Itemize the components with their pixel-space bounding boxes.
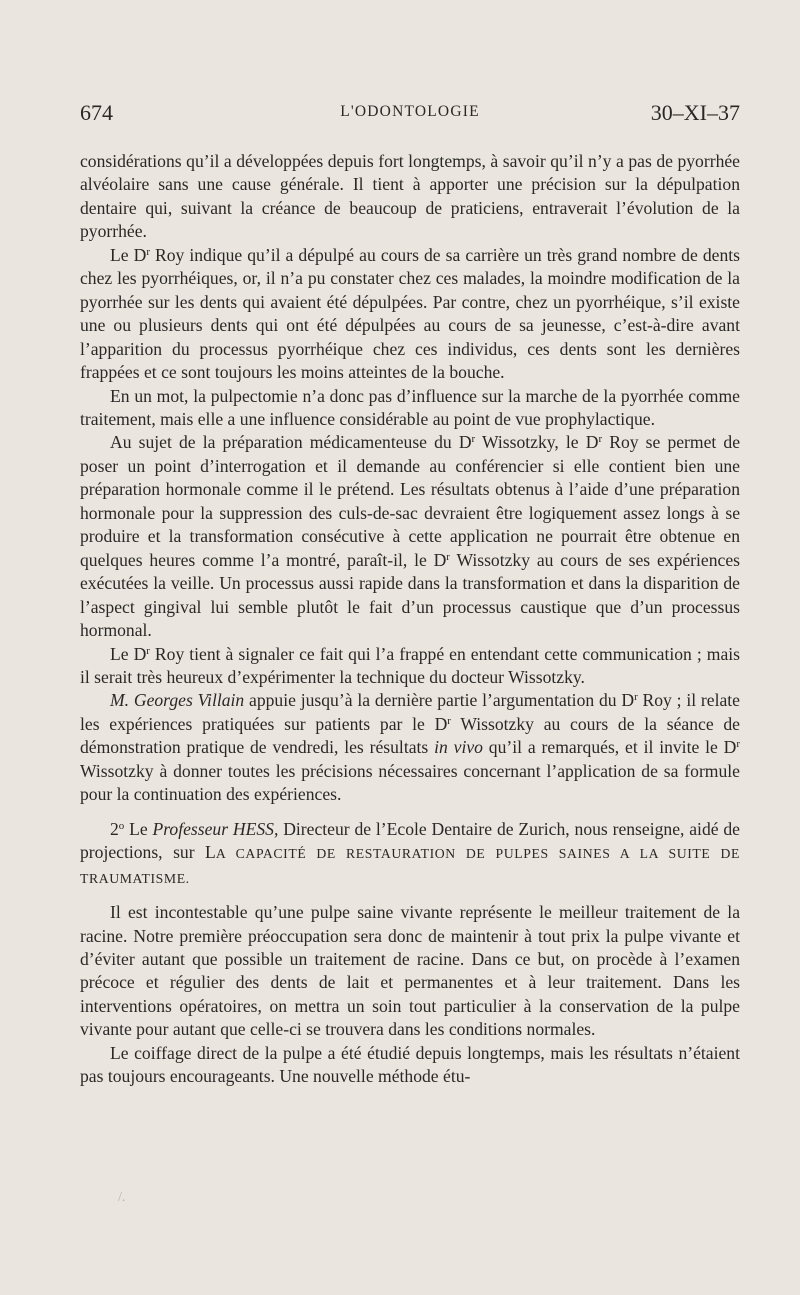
superscript: r [598, 433, 603, 446]
text-run: 2 [110, 818, 119, 839]
text-run: Il est incontestable qu’une pulpe saine vivante représente le meilleur traitement de la racine. Notre première préoccupation sera donc de maintenir à tout prix la pulpe vivante et d’éviter autant que possible un traitement de racine. Dans ce but, on procède à l’examen précoce et régulier des dents de lait et permanentes et à leur traitement. Dans les interventions opératoires, on mettra un soin tout particulier à la conservation de la pulpe vivante pour autant que celle-ci se trouvera dans les conditions normales. [80, 902, 740, 1040]
text-run: Roy se permet de poser un point d’interrogation et il demande au conférencier si elle contient bien une préparation hormonale comme il le prétend. Les résultats obtenus à l’aide d’une préparation hormonale pour la suppression des culs-de-sac devraient être logiquement assez longs à se produire et la transformation consécutive à cette application ne pourrait être obtenue en quelques heures comme l’a montré, paraît-il, le D [80, 432, 741, 570]
paragraph [80, 689, 740, 806]
paragraph [80, 818, 740, 890]
text-run: Wissotzky au cours de la séance de démonstration pratique de vendredi, les résultats [80, 713, 740, 758]
text-run: qu’il a remarqués, et il invite le D [482, 737, 737, 758]
page-number: 674 [80, 100, 113, 125]
superscript: r [634, 691, 638, 704]
superscript: o [118, 819, 125, 832]
paragraph [80, 643, 740, 690]
text-run: Roy ; il relate les expériences pratiquées sur patients par le D [80, 690, 740, 734]
text-run: Le D [110, 643, 147, 664]
superscript: r [736, 738, 740, 751]
italic-text: M. Georges Villain [110, 690, 245, 711]
body-text [80, 150, 740, 1089]
stray-mark: /. [118, 1190, 126, 1205]
paragraph [80, 385, 740, 432]
text-run: Wissotzky à donner toutes les précisions nécessaires concernant l’application de sa formule pour la continuation des expériences. [80, 760, 740, 805]
text-run: Directeur de l’Ecole Dentaire de Zurich, nous renseigne, aidé de projections, sur L [80, 818, 740, 863]
superscript: r [146, 644, 150, 657]
superscript: r [471, 433, 476, 446]
paragraph [80, 244, 740, 385]
running-title: L'ODONTOLOGIE [340, 103, 480, 120]
small-caps-text: A CAPACITÉ DE RESTAURATION DE PULPES SAINES A LA SUITE DE TRAUMATISME. [80, 846, 740, 886]
paragraph [80, 901, 740, 1042]
running-header [80, 100, 740, 130]
text-run: Wissotzky, le D [475, 432, 599, 453]
text-run: Le [124, 818, 153, 839]
text-run: Le D [110, 244, 147, 265]
italic-text: in vivo [434, 737, 483, 758]
superscript: r [146, 245, 150, 258]
text-run: En un mot, la pulpectomie n’a donc pas d’influence sur la marche de la pyorrhée comme traitement, mais elle a une influence considérable au point de vue prophylactique. [80, 385, 740, 429]
paragraph [80, 431, 740, 642]
text-run: Le coiffage direct de la pulpe a été étudié depuis longtemps, mais les résultats n’étaient pas toujours encourageants. Une nouvelle méthode étu- [80, 1042, 740, 1087]
superscript: r [446, 550, 450, 563]
text-run: Au sujet de la préparation médicamenteuse du D [110, 432, 472, 453]
text-run: appuie jusqu’à la dernière partie l’argumentation du D [244, 690, 635, 711]
text-run: Roy indique qu’il a dépulpé au cours de sa carrière un très grand nombre de dents chez les pyorrhéiques, or, il n’a pu constater chez ces malades, la moindre modification de la pyorrhée sur les dents qui avaient été dépulpées. Par contre, chez un pyorrhéique, s’il existe une ou plusieurs dents qui ont été dépulpées au cours de sa jeunesse, c’est-à-dire avant l’apparition du processus pyorrhéique chez ces individus, ces dents sont les dernières frappées et ce sont toujours les moins atteintes de la bouche. [80, 244, 740, 383]
text-run: considérations qu’il a développées depuis fort longtemps, à savoir qu’il n’y a pas de pyorrhée alvéolaire sans une cause générale. Il tient à apporter une précision sur la dépulpation dentaire qui, suivant la créance de beaucoup de praticiens, entraverait l’évolution de la pyorrhée. [80, 151, 740, 242]
paragraph [80, 1042, 740, 1089]
paragraph [80, 150, 740, 244]
superscript: r [447, 714, 451, 727]
italic-text: Professeur HESS, [152, 818, 279, 839]
text-run: Roy tient à signaler ce fait qui l’a frappé en entendant cette communication ; mais il serait très heureux d’expérimenter la technique du docteur Wissotzky. [80, 643, 740, 687]
text-run: Wissotzky au cours de ses expériences exécutées la veille. Un processus aussi rapide dans la transformation et dans la disparition de l’aspect gingival lui semble plutôt le fait d’un processus caustique que d’un processus hormonal. [80, 549, 740, 641]
issue-date: 30–XI–37 [650, 100, 740, 125]
